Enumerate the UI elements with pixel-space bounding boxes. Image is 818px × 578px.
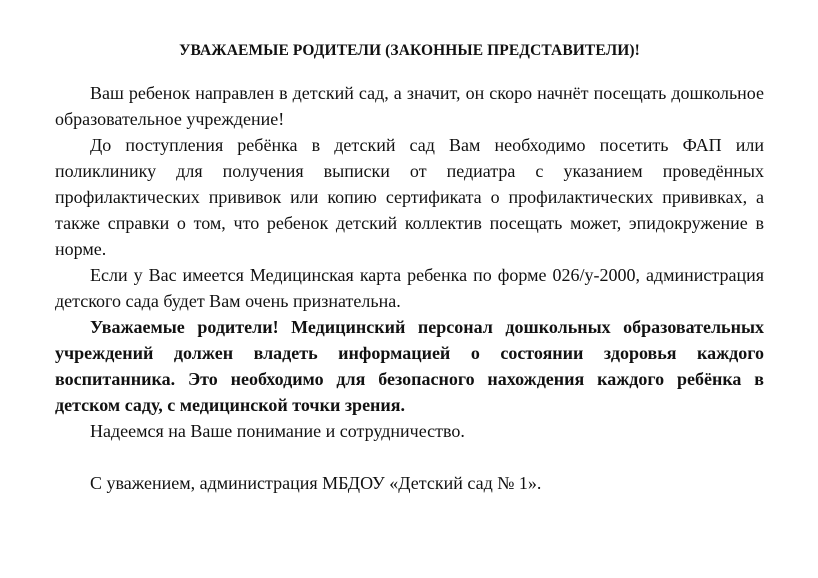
signature-line: С уважением, администрация МБДОУ «Детский сад № 1». <box>90 473 542 493</box>
spacer <box>55 444 764 470</box>
paragraph-referral: Ваш ребенок направлен в детский сад, а значит, он скоро начнёт посещать дошкольное образовательное учреждение! <box>55 83 764 129</box>
paragraph-thanks: Надеемся на Ваше понимание и сотрудничество. <box>90 421 465 441</box>
paragraph-medical-requirements: До поступления ребёнка в детский сад Вам необходимо посетить ФАП или поликлинику для получения выписки от педиатра с указанием проведённых профилактических прививок или копию сертификата о профилактических прививках, а также справки о том, что ребенок детский коллектив посещать может, эпидокружение в норме. <box>55 135 764 259</box>
document-title: УВАЖАЕМЫЕ РОДИТЕЛИ (ЗАКОННЫЕ ПРЕДСТАВИТЕЛИ)! <box>179 42 640 59</box>
paragraph-medical-card: Если у Вас имеется Медицинская карта ребенка по форме 026/у-2000, администрация детского сада будет Вам очень признательна. <box>55 265 764 311</box>
document-page <box>55 0 764 578</box>
document-body <box>55 80 764 496</box>
paragraph-important-notice: Уважаемые родители! Медицинский персонал дошкольных образовательных учреждений должен владеть информацией о состоянии здоровья каждого воспитанника. Это необходимо для безопасного нахождения каждого ребёнка в детском саду, с медицинской точки зрения. <box>55 317 764 415</box>
